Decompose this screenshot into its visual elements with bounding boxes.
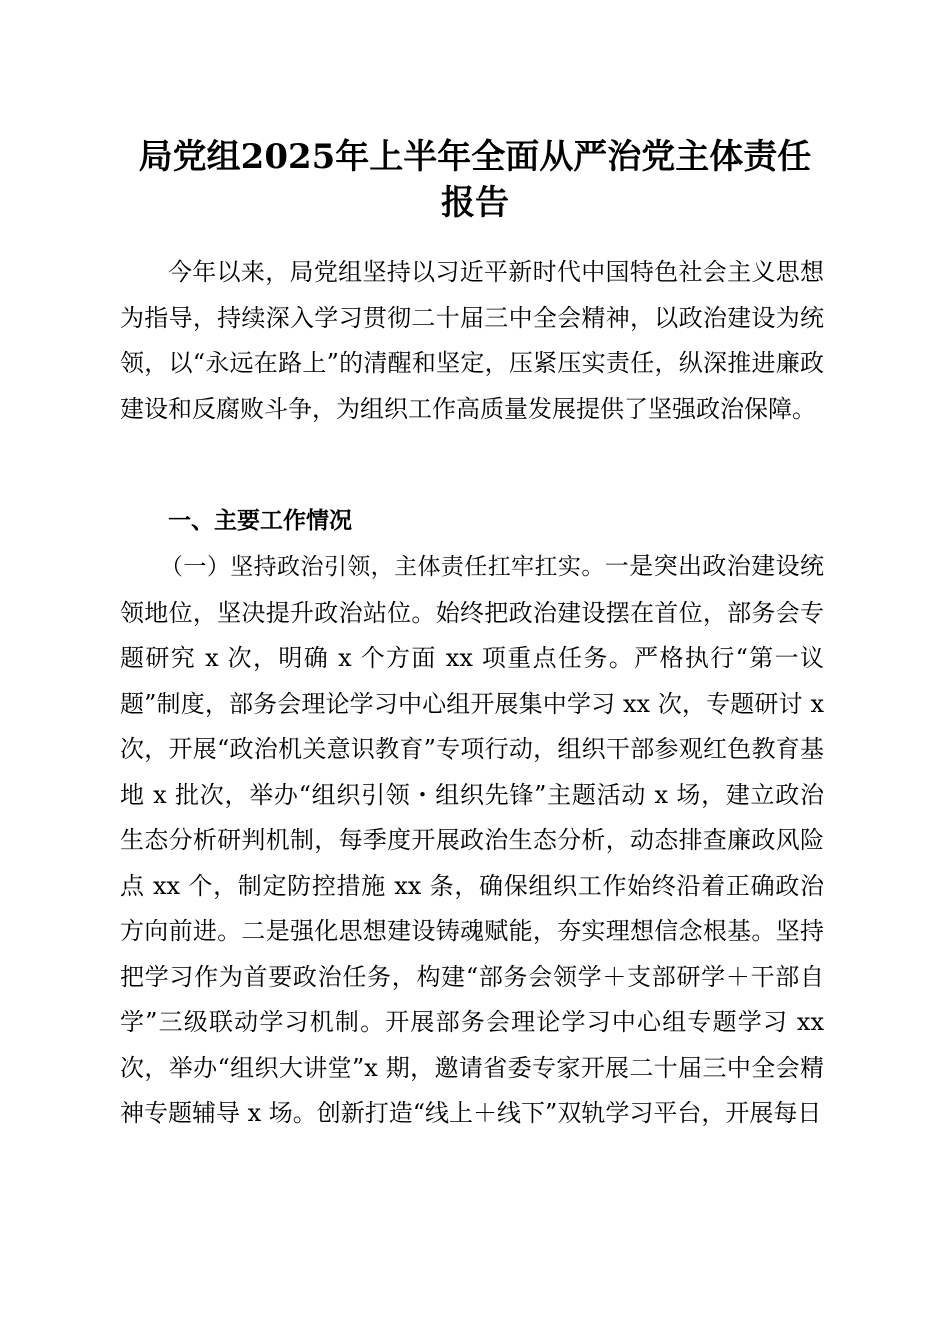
subsection-body: 一是突出政治建设统领地位，坚决提升政治站位。始终把政治建设摆在首位，部务会专题研究 x 次，明确 x 个方面 xx 项重点任务。严格执行“第一议题”制度，部务会理论学习中心组开展集中学习 xx 次，专题研讨 x 次，开展“政治机关意识教育”专项行动，组织干部参观红色教育基地 x 批次，举办“组织引领・组织先锋”主题活动 x 场，建立政治生态分析研判机制，每季度开展政治生态分析，动态排查廉政风险点 xx 个，制定防控措施 xx 条，确保组织工作始终沿着正确政治方向前进。二是强化思想建设铸魂赋能，夯实理想信念根基。坚持把学习作为首要政治任务，构建“部务会领学＋支部研学＋干部自学”三级联动学习机制。开展部务会理论学习中心组专题学习 xx 次，举办“组织大讲堂”x 期，邀请省委专家开展二十届三中全会精神专题辅导 x 场。创新打造“线上＋线下”双轨学习平台，开展每日 [120,552,825,1127]
title-line-1: 局党组2025年上半年全面从严治党主体责任 [138,137,812,177]
subsection-heading: （一）坚持政治引领，主体责任扛牢扛实。 [160,554,605,580]
title-line-2: 报告 [441,183,509,223]
section-heading-main-work: 一、主要工作情况 [168,508,352,534]
intro-paragraph: 今年以来，局党组坚持以习近平新时代中国特色社会主义思想为指导，持续深入学习贯彻二十届三中全会精神，以政治建设为统领，以“永远在路上”的清醒和坚定，压紧压实责任，纵深推进廉政建设和反腐败斗争，为组织工作高质量发展提供了坚强政治保障。 [120,258,824,423]
subsection-paragraph [120,544,824,1137]
document-title [118,134,832,226]
